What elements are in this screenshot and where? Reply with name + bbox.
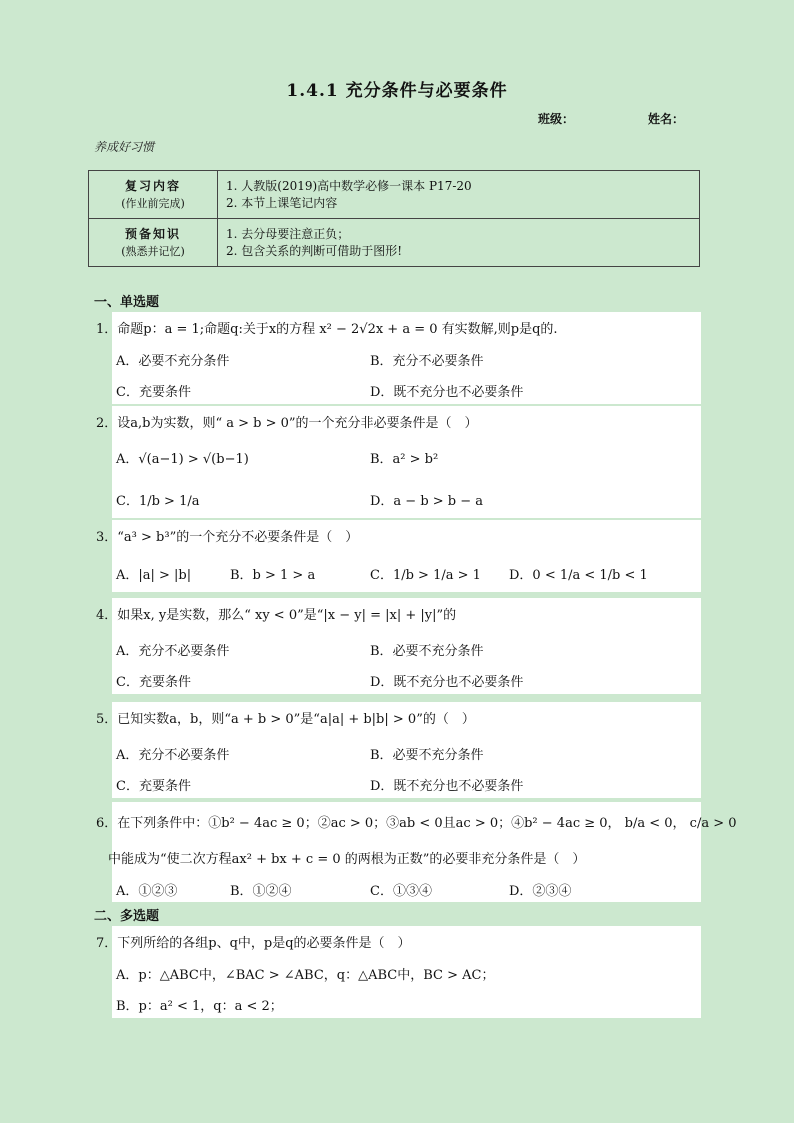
option-b[interactable]: B．a² > b² xyxy=(370,452,439,467)
class-label: 班级： xyxy=(538,112,575,126)
option-a[interactable]: A．|a| > |b| xyxy=(116,568,192,583)
question-stem-continued: 中能成为“使二次方程ax² + bx + c = 0 的两根为正数”的必要非充分条件是（ ） xyxy=(108,852,586,867)
review-label-cell xyxy=(89,171,218,219)
review-sublabel: (熟悉并记忆) xyxy=(121,244,185,258)
review-label: 复习内容 xyxy=(124,178,181,193)
section-multi-choice: 二、多选题 xyxy=(94,909,160,924)
option-b[interactable]: B．必要不充分条件 xyxy=(370,748,484,763)
option-b[interactable]: B．①②④ xyxy=(230,884,292,899)
question-3 xyxy=(96,520,701,592)
review-line: 2. 本节上课笔记内容 xyxy=(226,195,338,210)
option-d[interactable]: D．既不充分也不必要条件 xyxy=(370,779,524,794)
option-b[interactable]: B．p：a² < 1，q：a < 2； xyxy=(116,999,283,1014)
review-line: 1. 人教版(2019)高中数学必修一课本 P17-20 xyxy=(226,178,472,193)
option-b[interactable]: B．必要不充分条件 xyxy=(370,644,484,659)
option-d[interactable]: D．a − b > b − a xyxy=(370,494,484,509)
question-stem: 5．已知实数a，b，则“a + b > 0”是“a|a| + b|b| > 0”的（ ） xyxy=(96,712,475,727)
review-content-cell xyxy=(218,171,700,219)
review-content-cell xyxy=(218,219,700,267)
review-table xyxy=(88,170,700,267)
option-d[interactable]: D．0 < 1/a < 1/b < 1 xyxy=(509,568,648,583)
review-line: 2. 包含关系的判断可借助于图形! xyxy=(226,243,403,258)
option-c[interactable]: C．1/b > 1/a > 1 xyxy=(370,568,481,583)
option-d[interactable]: D．②③④ xyxy=(509,884,572,899)
section-single-choice: 一、单选题 xyxy=(94,295,160,310)
question-5 xyxy=(96,702,701,798)
question-2 xyxy=(96,406,701,518)
question-stem: 6．在下列条件中：①b² − 4ac ≥ 0；②ac > 0；③ab < 0且ac > 0；④b² − 4ac ≥ 0， b/a < 0， c/a > 0 xyxy=(96,816,737,831)
question-stem: 7．下列所给的各组p、q中，p是q的必要条件是（ ） xyxy=(96,936,411,951)
option-d[interactable]: D．既不充分也不必要条件 xyxy=(370,675,524,690)
option-c[interactable]: C．充要条件 xyxy=(116,779,191,794)
question-stem: 1．命题p：a = 1;命题q:关于x的方程 x² − 2√2x + a = 0 有实数解,则p是q的. xyxy=(96,322,558,337)
review-row-content xyxy=(89,171,700,219)
review-line: 1. 去分母要注意正负； xyxy=(226,226,350,241)
option-c[interactable]: C．①③④ xyxy=(370,884,432,899)
question-6 xyxy=(96,802,737,902)
review-row-knowledge xyxy=(89,219,700,267)
question-1 xyxy=(96,312,701,404)
review-label: 预备知识 xyxy=(124,226,181,241)
review-label-cell xyxy=(89,219,218,267)
option-d[interactable]: D．既不充分也不必要条件 xyxy=(370,385,524,400)
name-label: 姓名： xyxy=(648,112,685,126)
page-title: 1.4.1 充分条件与必要条件 xyxy=(286,81,508,101)
option-c[interactable]: C．1/b > 1/a xyxy=(116,494,200,509)
option-c[interactable]: C．充要条件 xyxy=(116,675,191,690)
question-4 xyxy=(96,598,701,694)
option-a[interactable]: A．充分不必要条件 xyxy=(116,644,230,659)
option-b[interactable]: B．b > 1 > a xyxy=(230,568,316,583)
option-a[interactable]: A．充分不必要条件 xyxy=(116,748,230,763)
question-stem: 4．如果x, y是实数，那么“ xy < 0”是“|x − y| = |x| + |y|”的 xyxy=(96,608,457,623)
question-7 xyxy=(96,926,701,1018)
review-sublabel: (作业前完成) xyxy=(121,196,185,210)
question-stem: 2．设a,b为实数，则“ a > b > 0”的一个充分非必要条件是（ ） xyxy=(96,416,478,431)
habit-label: 养成好习惯 xyxy=(94,140,155,154)
option-a[interactable]: A．必要不充分条件 xyxy=(116,354,230,369)
option-a[interactable]: A．√(a−1) > √(b−1) xyxy=(116,452,249,467)
question-stem: 3．“a³ > b³”的一个充分不必要条件是（ ） xyxy=(96,530,359,545)
option-c[interactable]: C．充要条件 xyxy=(116,385,191,400)
option-a[interactable]: A．p：△ABC中，∠BAC > ∠ABC，q：△ABC中，BC > AC； xyxy=(116,968,495,983)
option-a[interactable]: A．①②③ xyxy=(116,884,178,899)
option-b[interactable]: B．充分不必要条件 xyxy=(370,354,484,369)
